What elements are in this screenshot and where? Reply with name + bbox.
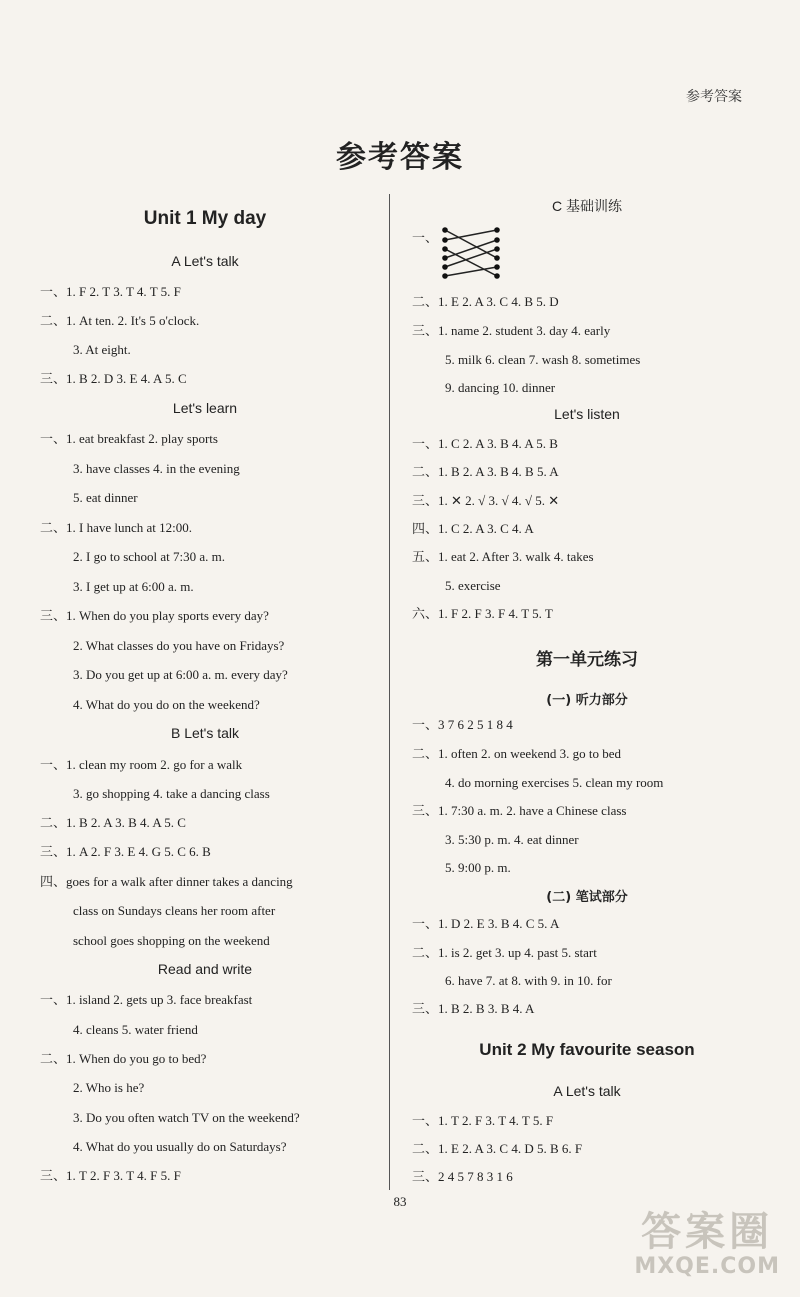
answer-row: 3. go shopping 4. take a dancing class bbox=[73, 786, 270, 801]
answer-row: 2. I go to school at 7:30 a. m. bbox=[73, 549, 226, 564]
page-number: 83 bbox=[393, 1194, 407, 1209]
match-dot bbox=[494, 255, 500, 261]
answer-row: 五、1. eat 2. After 3. walk 4. takes bbox=[412, 549, 594, 564]
answer-row: 一、1. eat breakfast 2. play sports bbox=[40, 431, 218, 446]
match-dot bbox=[442, 273, 448, 279]
answer-row: 六、1. F 2. F 3. F 4. T 5. T bbox=[412, 606, 553, 621]
match-dot bbox=[442, 255, 448, 261]
answer-row: 三、1. When do you play sports every day? bbox=[40, 608, 269, 623]
answer-row: 6. have 7. at 8. with 9. in 10. for bbox=[445, 973, 612, 988]
answer-row: 二、1. At ten. 2. It's 5 o'clock. bbox=[40, 313, 200, 328]
answer-row: 2. Who is he? bbox=[73, 1080, 145, 1095]
answer-row: 三、1. ✕ 2. √ 3. √ 4. √ 5. ✕ bbox=[412, 493, 560, 508]
answer-row: 9. dancing 10. dinner bbox=[445, 380, 556, 395]
unit-2-a-talk-title: A Let's talk bbox=[553, 1083, 621, 1099]
answer-row: 三、2 4 5 7 8 3 1 6 bbox=[412, 1169, 513, 1184]
answer-row: 二、1. E 2. A 3. C 4. B 5. D bbox=[412, 294, 559, 309]
answer-row: 四、goes for a walk after dinner takes a dancing bbox=[40, 874, 293, 889]
match-dot bbox=[494, 237, 500, 243]
answer-row: 一、1. D 2. E 3. B 4. C 5. A bbox=[412, 916, 560, 931]
unit-practice-title: 第一单元练习 bbox=[536, 650, 638, 670]
answer-row: 一、1. C 2. A 3. B 4. A 5. B bbox=[412, 436, 558, 451]
match-dot bbox=[494, 273, 500, 279]
answer-row: 5. milk 6. clean 7. wash 8. sometimes bbox=[445, 352, 641, 367]
matching-label: 一、 bbox=[412, 230, 439, 245]
watermark-logo bbox=[634, 1210, 780, 1279]
answer-row: 3. 5:30 p. m. 4. eat dinner bbox=[445, 832, 579, 847]
match-dot bbox=[494, 227, 500, 233]
answer-row: 2. What classes do you have on Fridays? bbox=[73, 638, 285, 653]
answer-row: 二、1. B 2. A 3. B 4. A 5. C bbox=[40, 815, 186, 830]
match-dot bbox=[442, 227, 448, 233]
header-tag: 参考答案 bbox=[686, 89, 742, 105]
section-c-basic-title: C 基础训练 bbox=[552, 198, 622, 214]
answer-row: school goes shopping on the weekend bbox=[73, 933, 270, 948]
answer-row: 一、1. F 2. T 3. T 4. T 5. F bbox=[40, 284, 181, 299]
section-a-talk-title: A Let's talk bbox=[171, 253, 239, 269]
watermark-cn: 答案圈 bbox=[641, 1209, 774, 1255]
answer-row: 5. 9:00 p. m. bbox=[445, 860, 511, 875]
unit-2-title: Unit 2 My favourite season bbox=[479, 1040, 695, 1059]
answer-row: 4. cleans 5. water friend bbox=[73, 1022, 198, 1037]
answer-row: 三、1. B 2. D 3. E 4. A 5. C bbox=[40, 371, 187, 386]
match-line bbox=[445, 249, 497, 267]
section-read-write-title: Read and write bbox=[157, 961, 253, 977]
match-dot bbox=[442, 264, 448, 270]
matching-lines-diagram bbox=[440, 226, 502, 284]
answer-row: 3. Do you often watch TV on the weekend? bbox=[73, 1110, 300, 1125]
answer-row: 三、1. 7:30 a. m. 2. have a Chinese class bbox=[412, 803, 627, 818]
answer-row: 三、1. A 2. F 3. E 4. G 5. C 6. B bbox=[40, 844, 211, 859]
section-listen-title: Let's listen bbox=[554, 406, 620, 422]
listening-part-title: (一) 听力部分 bbox=[546, 693, 628, 708]
answer-row: 三、1. T 2. F 3. T 4. F 5. F bbox=[40, 1168, 181, 1183]
answer-row: 二、1. I have lunch at 12:00. bbox=[40, 520, 192, 535]
answer-row: 二、1. E 2. A 3. C 4. D 5. B 6. F bbox=[412, 1141, 583, 1156]
answer-row: 5. eat dinner bbox=[73, 490, 138, 505]
answer-row: 一、3 7 6 2 5 1 8 4 bbox=[412, 717, 513, 732]
answer-row: 一、1. clean my room 2. go for a walk bbox=[40, 757, 243, 772]
answer-row: 二、1. B 2. A 3. B 4. B 5. A bbox=[412, 464, 559, 479]
answer-row: 3. At eight. bbox=[73, 342, 131, 357]
answer-row: class on Sundays cleans her room after bbox=[73, 903, 276, 918]
answer-row: 4. What do you usually do on Saturdays? bbox=[73, 1139, 287, 1154]
answer-row: 3. Do you get up at 6:00 a. m. every day? bbox=[73, 667, 288, 682]
answer-row: 二、1. When do you go to bed? bbox=[40, 1051, 207, 1066]
answer-row: 三、1. B 2. B 3. B 4. A bbox=[412, 1001, 535, 1016]
answer-row: 3. have classes 4. in the evening bbox=[73, 461, 240, 476]
match-dot bbox=[494, 246, 500, 252]
column-divider bbox=[389, 194, 390, 1190]
answer-row: 三、1. name 2. student 3. day 4. early bbox=[412, 323, 611, 338]
answer-row: 一、1. T 2. F 3. T 4. T 5. F bbox=[412, 1113, 554, 1128]
page-title: 参考答案 bbox=[336, 140, 464, 175]
answer-row: 5. exercise bbox=[445, 578, 501, 593]
answer-row: 3. I get up at 6:00 a. m. bbox=[73, 579, 194, 594]
match-line bbox=[445, 240, 497, 258]
watermark-en: MXQE.COM bbox=[634, 1254, 780, 1279]
answer-row: 4. What do you do on the weekend? bbox=[73, 697, 260, 712]
section-a-learn-title: Let's learn bbox=[172, 400, 238, 416]
answer-row: 一、1. island 2. gets up 3. face breakfast bbox=[40, 992, 253, 1007]
match-dot bbox=[442, 246, 448, 252]
match-dot bbox=[494, 264, 500, 270]
answer-row: 二、1. often 2. on weekend 3. go to bed bbox=[412, 746, 622, 761]
written-part-title: (二) 笔试部分 bbox=[546, 890, 628, 905]
section-b-talk-title: B Let's talk bbox=[170, 725, 240, 741]
unit-1-title: Unit 1 My day bbox=[143, 208, 267, 229]
match-dot bbox=[442, 237, 448, 243]
answer-row: 二、1. is 2. get 3. up 4. past 5. start bbox=[412, 945, 597, 960]
answer-row: 4. do morning exercises 5. clean my room bbox=[445, 775, 664, 790]
answer-row: 四、1. C 2. A 3. C 4. A bbox=[412, 521, 534, 536]
